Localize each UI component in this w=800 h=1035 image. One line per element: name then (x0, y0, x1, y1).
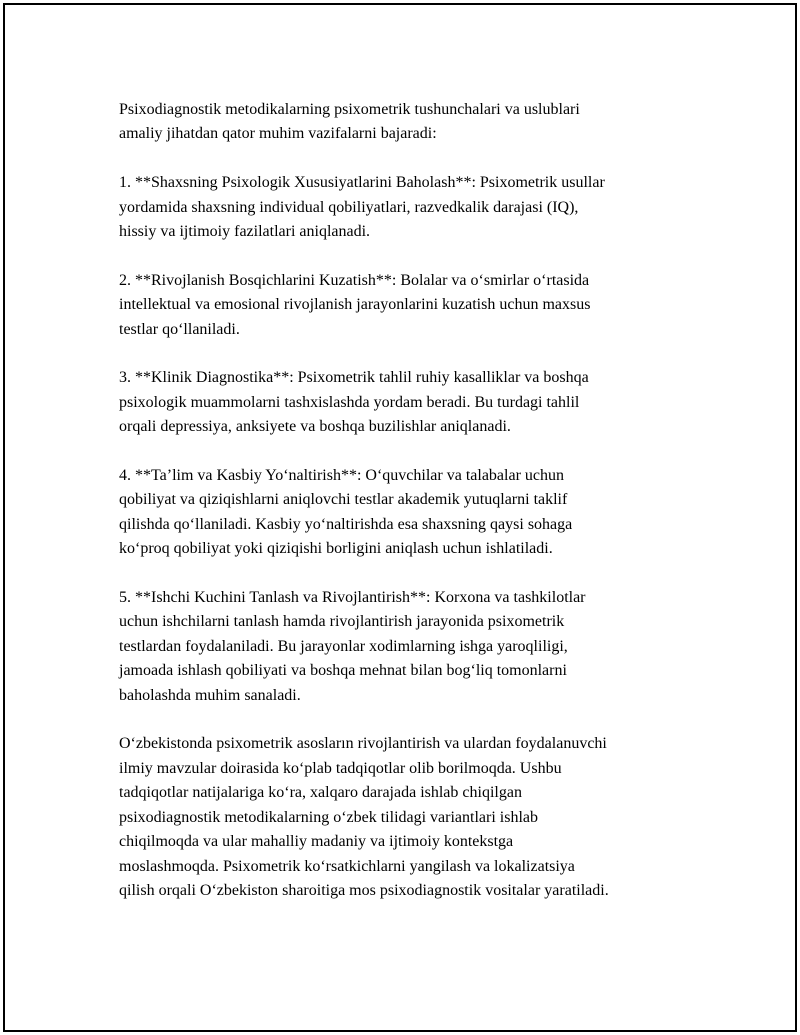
conclusion-paragraph (119, 732, 689, 903)
text-line: testlar qo‘llaniladi. (119, 320, 240, 338)
text-line: tadqiqotlar natijalariga ko‘ra, xalqaro darajada ishlab chiqilgan (119, 784, 522, 802)
document-body (119, 98, 689, 928)
text-line: moslashmoqda. Psixometrik ko‘rsatkichlarni yangilash va lokalizatsiya (119, 857, 575, 875)
text-line: Psixodiagnostik metodikalarning psixometrik tushunchalari va uslublari (119, 101, 580, 118)
text-line: baholashda muhim sanaladi. (119, 686, 301, 704)
text-line: qilish orqali O‘zbekiston sharoitiga mos psixodiagnostik vositalar yaratiladi. (119, 881, 609, 899)
list-item-4 (119, 464, 689, 562)
text-line: psixodiagnostik metodikalarning o‘zbek tilidagi variantlari ishlab (119, 808, 539, 826)
text-line: 1. **Shaxsning Psixologik Xususiyatlarini Baholash**: Psixometrik usullar (119, 174, 605, 192)
list-item-5 (119, 586, 689, 708)
text-line: 4. **Ta’lim va Kasbiy Yo‘naltirish**: O‘quvchilar va talabalar uchun (119, 467, 564, 485)
text-line: chiqilmoqda va ular mahalliy madaniy va ijtimoiy kontekstga (119, 833, 514, 851)
text-line: amaliy jihatdan qator muhim vazifalarni bajaradi: (119, 125, 437, 143)
text-line: 2. **Rivojlanish Bosqichlarini Kuzatish**: Bolalar va o‘smirlar o‘rtasida (119, 271, 590, 289)
text-line: psixologik muammolarni tashxislashda yordam beradi. Bu turdagi tahlil (119, 393, 580, 411)
intro-paragraph (119, 98, 689, 147)
text-line: jamoada ishlash qobiliyati va boshqa mehnat bilan bog‘liq tomonlarni (119, 662, 567, 680)
text-line: qobiliyat va qiziqishlarni aniqlovchi testlar akademik yutuqlarni taklif (119, 491, 568, 509)
text-line: yordamida shaxsning individual qobiliyatlari, razvedkalik darajasi (IQ), (119, 198, 579, 216)
text-line: orqali depressiya, anksiyete va boshqa buzilishlar aniqlanadi. (119, 418, 511, 436)
list-item-2 (119, 269, 689, 342)
list-item-3 (119, 366, 689, 439)
list-item-1 (119, 171, 689, 244)
text-line: ko‘proq qobiliyat yoki qiziqishi borligini aniqlash uchun ishlatiladi. (119, 540, 553, 558)
text-line: uchun ishchilarni tanlash hamda rivojlantirish jarayonida psixometrik (119, 613, 565, 631)
text-line: ilmiy mavzular doirasida ko‘plab tadqiqotlar olib borilmoqda. Ushbu (119, 759, 562, 777)
text-line: intellektual va emosional rivojlanish jarayonlarini kuzatish uchun maxsus (119, 296, 591, 314)
text-line: 3. **Klinik Diagnostika**: Psixometrik tahlil ruhiy kasalliklar va boshqa (119, 369, 589, 387)
text-line: qilishda qo‘llaniladi. Kasbiy yo‘naltirishda esa shaxsning qaysi sohaga (119, 515, 573, 533)
text-line: hissiy va ijtimoiy fazilatlari aniqlanadi. (119, 223, 371, 241)
text-line: testlardan foydalaniladi. Bu jarayonlar xodimlarning ishga yaroqliligi, (119, 637, 568, 655)
document-page (3, 3, 797, 1032)
text-line: 5. **Ishchi Kuchini Tanlash va Rivojlantirish**: Korxona va tashkilotlar (119, 589, 586, 607)
text-line: O‘zbekistonda psixometrik asosların rivojlantirish va ulardan foydalanuvchi (119, 735, 607, 753)
